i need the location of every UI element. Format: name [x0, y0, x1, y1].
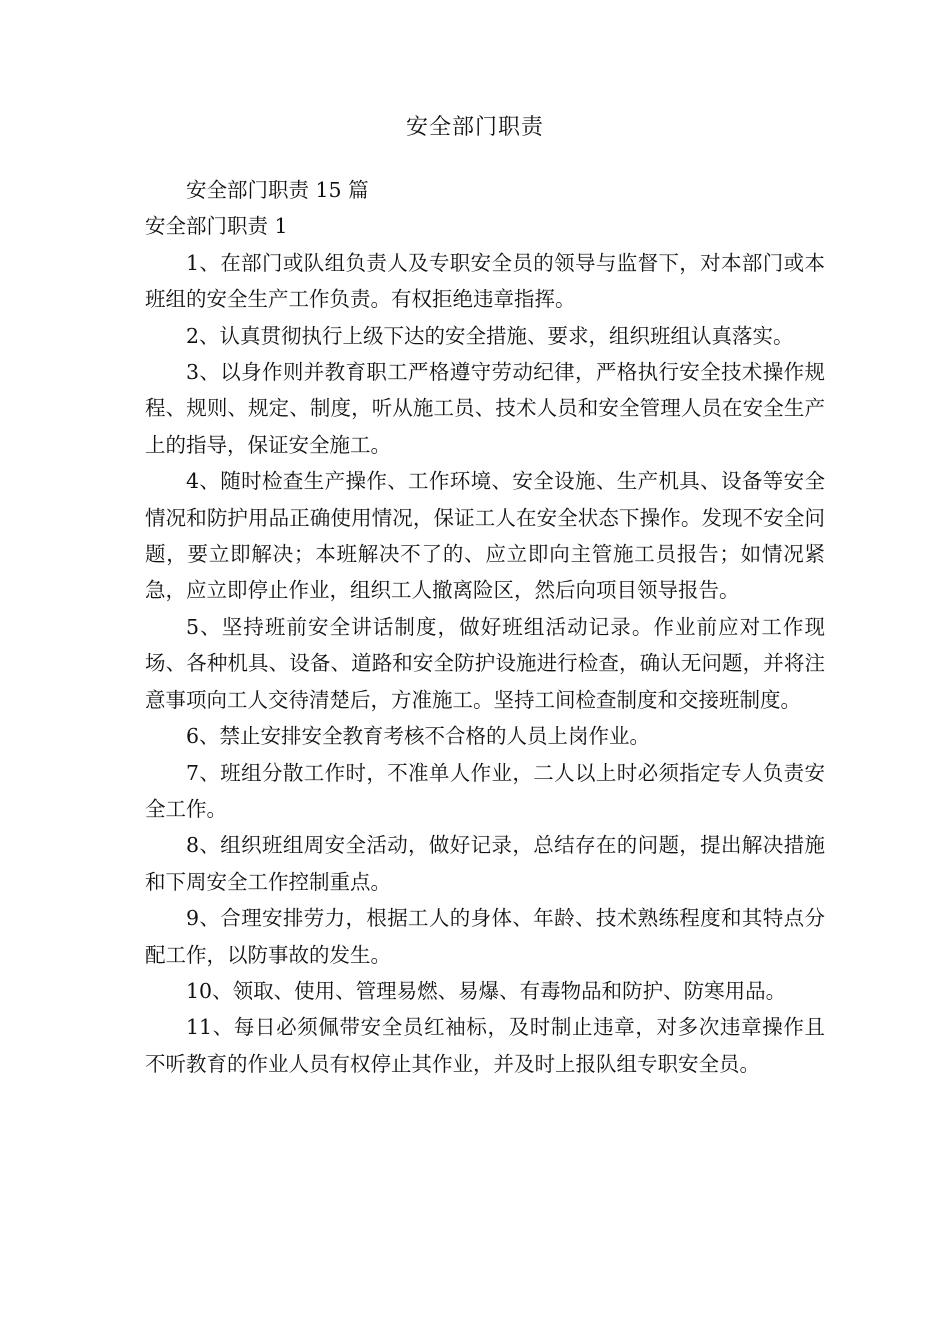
section-heading: 安全部门职责 1 — [145, 214, 288, 239]
paragraph-11: 11、每日必须佩带安全员红袖标，及时制止违章，对多次违章操作且不听教育的作业人员有权停止其作业，并及时上报队组专职安全员。 — [145, 1015, 825, 1076]
paragraph-5: 5、坚持班前安全讲话制度，做好班组活动记录。作业前应对工作现场、各种机具、设备、道路和安全防护设施进行检查，确认无问题，并将注意事项向工人交待清楚后，方准施工。坚持工间检查制度和交接班制度。 — [145, 614, 825, 712]
paragraph-4: 4、随时检查生产操作、工作环境、安全设施、生产机具、设备等安全情况和防护用品正确使用情况，保证工人在安全状态下操作。发现不安全问题，要立即解决；本班解决不了的、应立即向主管施工员报告；如情况紧急，应立即停止作业，组织工人撤离险区，然后向项目领导报告。 — [145, 469, 825, 603]
document-body — [145, 172, 825, 1082]
paragraph-9: 9、合理安排劳力，根据工人的身体、年龄、技术熟练程度和其特点分配工作，以防事故的发生。 — [145, 906, 825, 967]
paragraph-3: 3、以身作则并教育职工严格遵守劳动纪律，严格执行安全技术操作规程、规则、规定、制度，听从施工员、技术人员和安全管理人员在安全生产上的指导，保证安全施工。 — [145, 360, 825, 457]
document-subtitle: 安全部门职责 15 篇 — [186, 178, 369, 202]
paragraph-8: 8、组织班组周安全活动，做好记录，总结存在的问题，提出解决措施和下周安全工作控制重点。 — [145, 833, 825, 894]
paragraph-10: 10、领取、使用、管理易燃、易爆、有毒物品和防护、防寒用品。 — [186, 978, 787, 1003]
document-title: 安全部门职责 — [405, 115, 544, 140]
paragraph-7: 7、班组分散工作时，不准单人作业，二人以上时必须指定专人负责安全工作。 — [145, 760, 825, 821]
paragraph-1: 1、在部门或队组负责人及专职安全员的领导与监督下，对本部门或本班组的安全生产工作负责。有权拒绝违章指挥。 — [145, 250, 825, 312]
paragraph-6: 6、禁止安排安全教育考核不合格的人员上岗作业。 — [186, 724, 651, 749]
paragraph-2: 2、认真贯彻执行上级下达的安全措施、要求，组织班组认真落实。 — [186, 323, 794, 348]
